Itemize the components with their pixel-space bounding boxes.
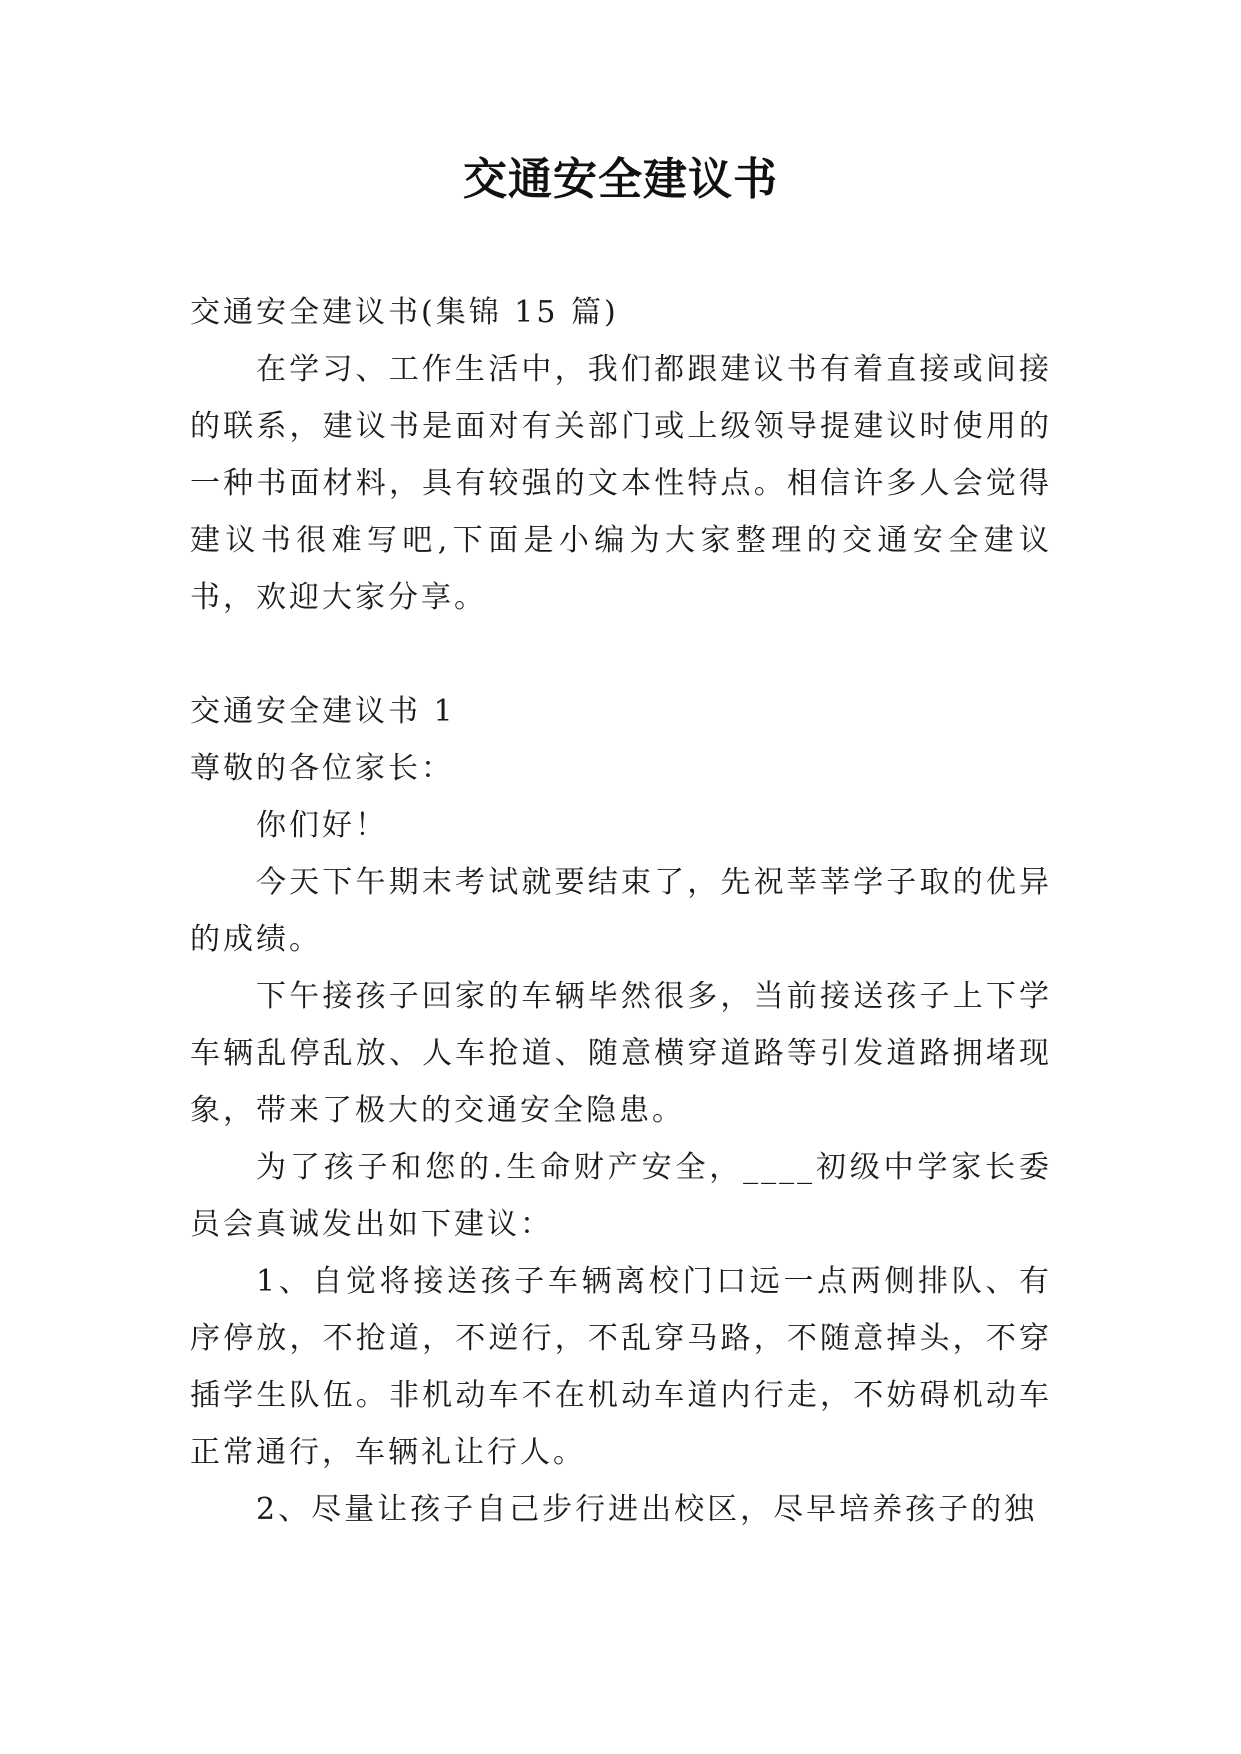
body-paragraph: 今天下午期末考试就要结束了，先祝莘莘学子取的优异的成绩。 [190,865,1052,957]
suggestion-item: 2、尽量让孩子自己步行进出校区，尽早培养孩子的独 [256,1492,1038,1527]
greeting: 你们好！ [256,808,388,843]
suggestion-item: 1、自觉将接送孩子车辆离校门口远一点两侧排队、有序停放，不抢道，不逆行，不乱穿马路，不随意掉头，不穿插学生队伍。非机动车不在机动车道内行走，不妨碍机动车正常通行，车辆礼让行人。 [190,1264,1052,1470]
intro-paragraph: 在学习、工作生活中，我们都跟建议书有着直接或间接的联系，建议书是面对有关部门或上级领导提建议时使用的一种书面材料，具有较强的文本性特点。相信许多人会觉得建议书很难写吧,下面是小编为大家整理的交通安全建议书，欢迎大家分享。 [190,352,1052,615]
salutation: 尊敬的各位家长： [190,751,454,786]
document-title: 交通安全建议书 [463,154,778,205]
body-paragraph: 下午接孩子回家的车辆毕然很多，当前接送孩子上下学车辆乱停乱放、人车抢道、随意横穿道路等引发道路拥堵现象，带来了极大的交通安全隐患。 [190,979,1052,1128]
section-heading: 交通安全建议书 1 [190,694,456,729]
body-paragraph: 为了孩子和您的.生命财产安全，____初级中学家长委员会真诚发出如下建议： [190,1150,1052,1242]
subtitle-paragraph: 交通安全建议书(集锦 15 篇) [190,295,619,330]
document-body [190,284,1052,1538]
